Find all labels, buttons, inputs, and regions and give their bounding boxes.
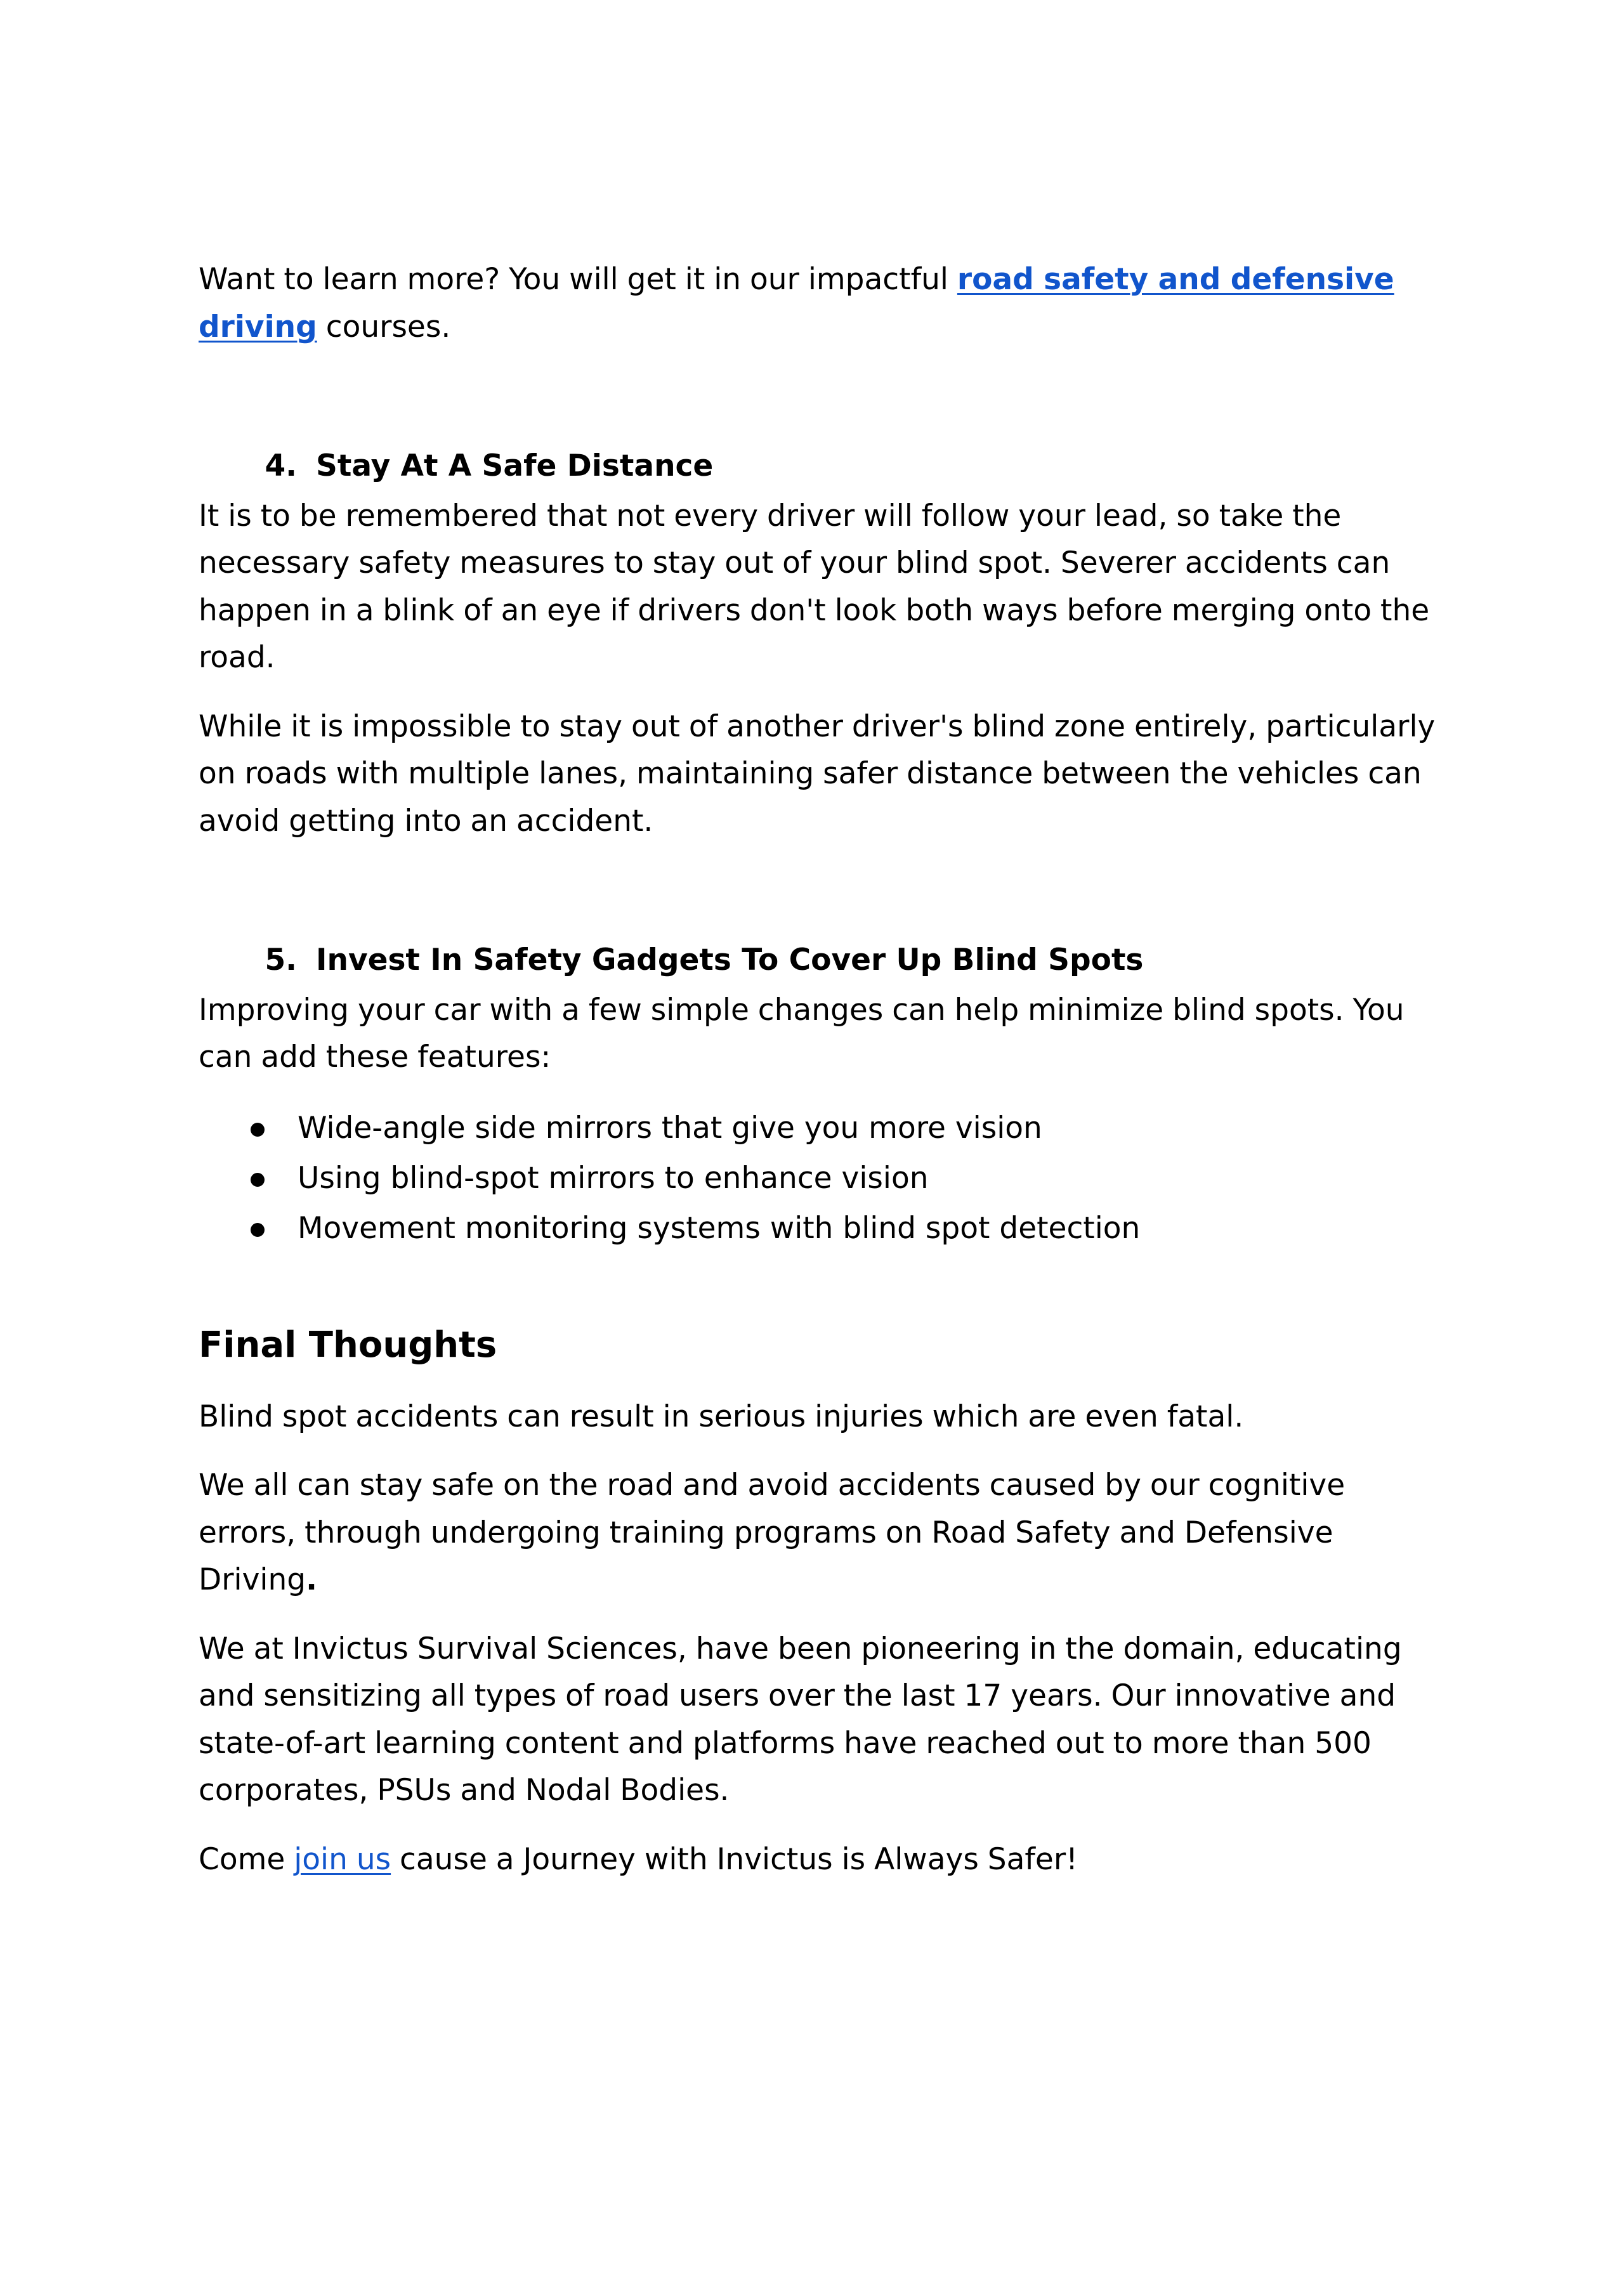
section-4-paragraph-2: While it is impossible to stay out of another driver's blind zone entirely, particularly on roads with multiple lanes, maintaining safer distance between the vehicles can avoid getting into an accident. (199, 709, 1436, 839)
final-paragraph-4 (199, 1836, 1442, 1884)
bullet-icon (199, 1203, 298, 1253)
section-5-heading (199, 937, 1442, 984)
bullet-icon (199, 1153, 298, 1203)
final-paragraph-3: We at Invictus Survival Sciences, have been pioneering in the domain, educating and sensitizing all types of road users over the last 17 years. Our innovative and state-of-art learning content and platforms have reached out to more than 500 corporates, PSUs and Nodal Bodies. (199, 1631, 1402, 1808)
section-4-number: 4. (265, 448, 297, 483)
intro-text-after: courses. (317, 309, 451, 344)
document-body (199, 256, 1442, 1883)
road-safety-courses-link[interactable]: road safety and defensive driving (199, 262, 1394, 344)
final-paragraph-1: Blind spot accidents can result in serious injuries which are even fatal. (199, 1399, 1244, 1434)
list-item (199, 1103, 1442, 1153)
final-paragraph-2 (199, 1462, 1442, 1604)
section-5-paragraph: Improving your car with a few simple changes can help minimize blind spots. You can add these features: (199, 992, 1405, 1075)
list-item (199, 1153, 1442, 1203)
final-paragraph-2-text: We all can stay safe on the road and avoid accidents caused by our cognitive errors, through undergoing training programs on Road Safety and Defensive Driving (199, 1468, 1346, 1597)
bullet-icon (199, 1103, 298, 1153)
section-5-number: 5. (265, 943, 297, 977)
section-4-heading (199, 443, 1442, 490)
final-paragraph-4-after: cause a Journey with Invictus is Always Safer! (391, 1841, 1078, 1877)
list-item-text: Wide-angle side mirrors that give you more vision (298, 1110, 1042, 1146)
section-4-title: Stay At A Safe Distance (316, 448, 714, 483)
intro-paragraph (199, 256, 1442, 351)
join-us-link[interactable]: join us (294, 1841, 391, 1877)
list-item-text: Movement monitoring systems with blind spot detection (298, 1210, 1141, 1246)
features-list (199, 1103, 1442, 1253)
list-item-text: Using blind-spot mirrors to enhance vision (298, 1160, 929, 1196)
list-item (199, 1203, 1442, 1253)
final-thoughts-heading: Final Thoughts (199, 1324, 497, 1366)
intro-text-before: Want to learn more? You will get it in our impactful (199, 262, 957, 297)
final-paragraph-4-before: Come (199, 1841, 294, 1877)
section-5-title: Invest In Safety Gadgets To Cover Up Blind Spots (316, 943, 1144, 977)
section-4-paragraph-1: It is to be remembered that not every driver will follow your lead, so take the necessary safety measures to stay out of your blind spot. Severer accidents can happen in a blink of an eye if drivers don't look both ways before merging onto the road. (199, 498, 1430, 675)
final-paragraph-2-period: . (306, 1562, 317, 1597)
